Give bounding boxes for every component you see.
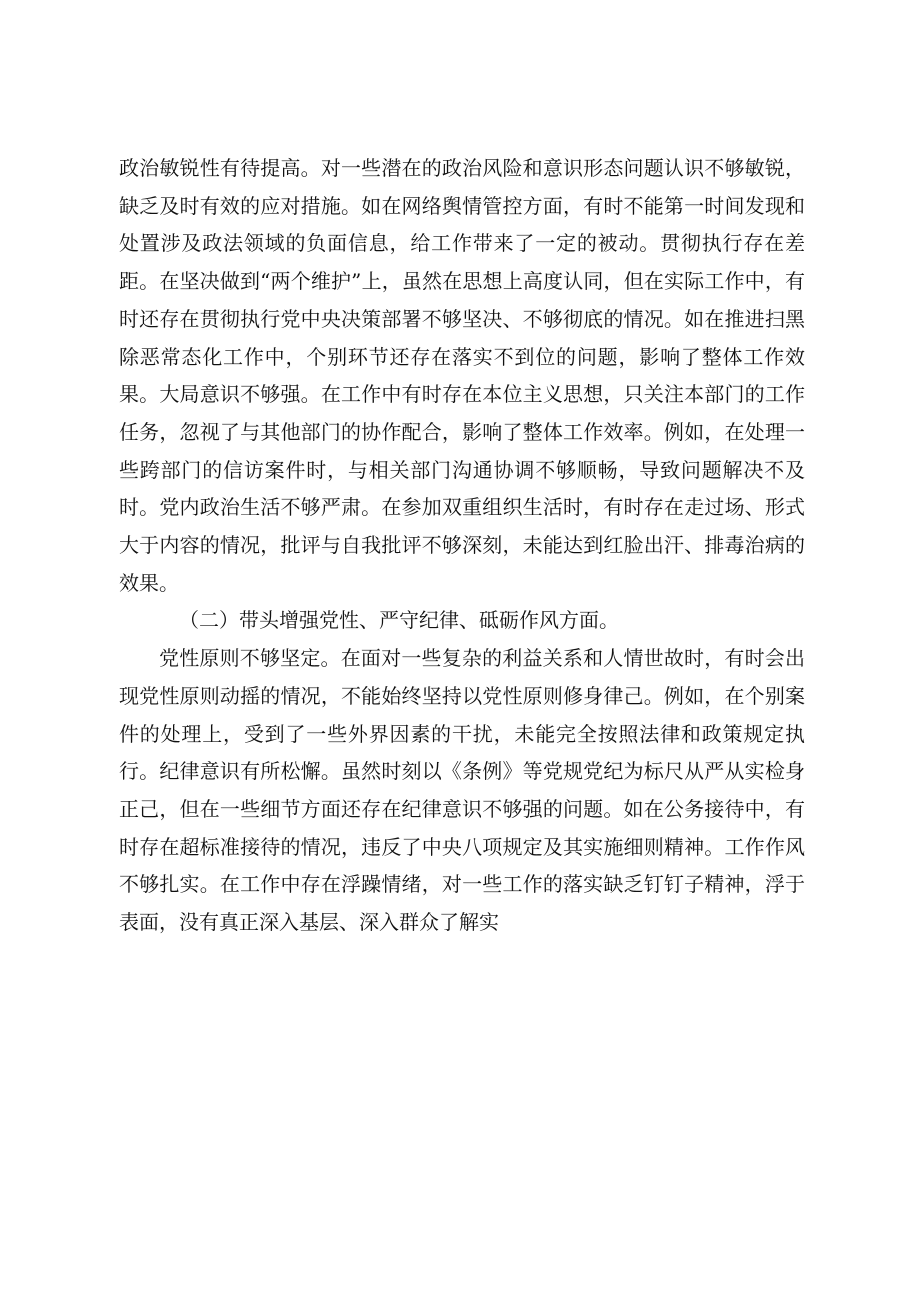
paragraph-party-principles: 党性原则不够坚定。在面对一些复杂的利益关系和人情世故时，有时会出现党性原则动摇的情况，不能始终坚持以党性原则修身律己。例如，在个别案件的处理上，受到了一些外界因素的干扰，未能完全按照法律和政策规定执行。纪律意识有所松懈。虽然时刻以《条例》等党规党纪为标尺从严从实检身正己，但在一些细节方面还存在纪律意识不够强的问题。如在公务接待中，有时存在超标准接待的情况，违反了中央八项规定及其实施细则精神。工作作风不够扎实。在工作中存在浮躁情绪，对一些工作的落实缺乏钉钉子精神，浮于表面，没有真正深入基层、深入群众了解实: [119, 646, 805, 935]
document-body: [119, 150, 805, 942]
paragraph-political-awareness: 政治敏锐性有待提高。对一些潜在的政治风险和意识形态问题认识不够敏锐，缺乏及时有效的应对措施。如在网络舆情管控方面，有时不能第一时间发现和处置涉及政法领域的负面信息，给工作带来了一定的被动。贯彻执行存在差距。在坚决做到“两个维护”上，虽然在思想上高度认同，但在实际工作中，有时还存在贯彻执行党中央决策部署不够坚决、不够彻底的情况。如在推进扫黑除恶常态化工作中，个别环节还存在落实不到位的问题，影响了整体工作效果。大局意识不够强。在工作中有时存在本位主义思想，只关注本部门的工作任务，忽视了与其他部门的协作配合，影响了整体工作效率。例如，在处理一些跨部门的信访案件时，与相关部门沟通协调不够顺畅，导致问题解决不及时。党内政治生活不够严肃。在参加双重组织生活时，有时存在走过场、形式大于内容的情况，批评与自我批评不够深刻，未能达到红脸出汗、排毒治病的效果。: [119, 156, 805, 595]
section-heading-party-discipline: （二）带头增强党性、严守纪律、砥砺作风方面。: [179, 608, 619, 633]
